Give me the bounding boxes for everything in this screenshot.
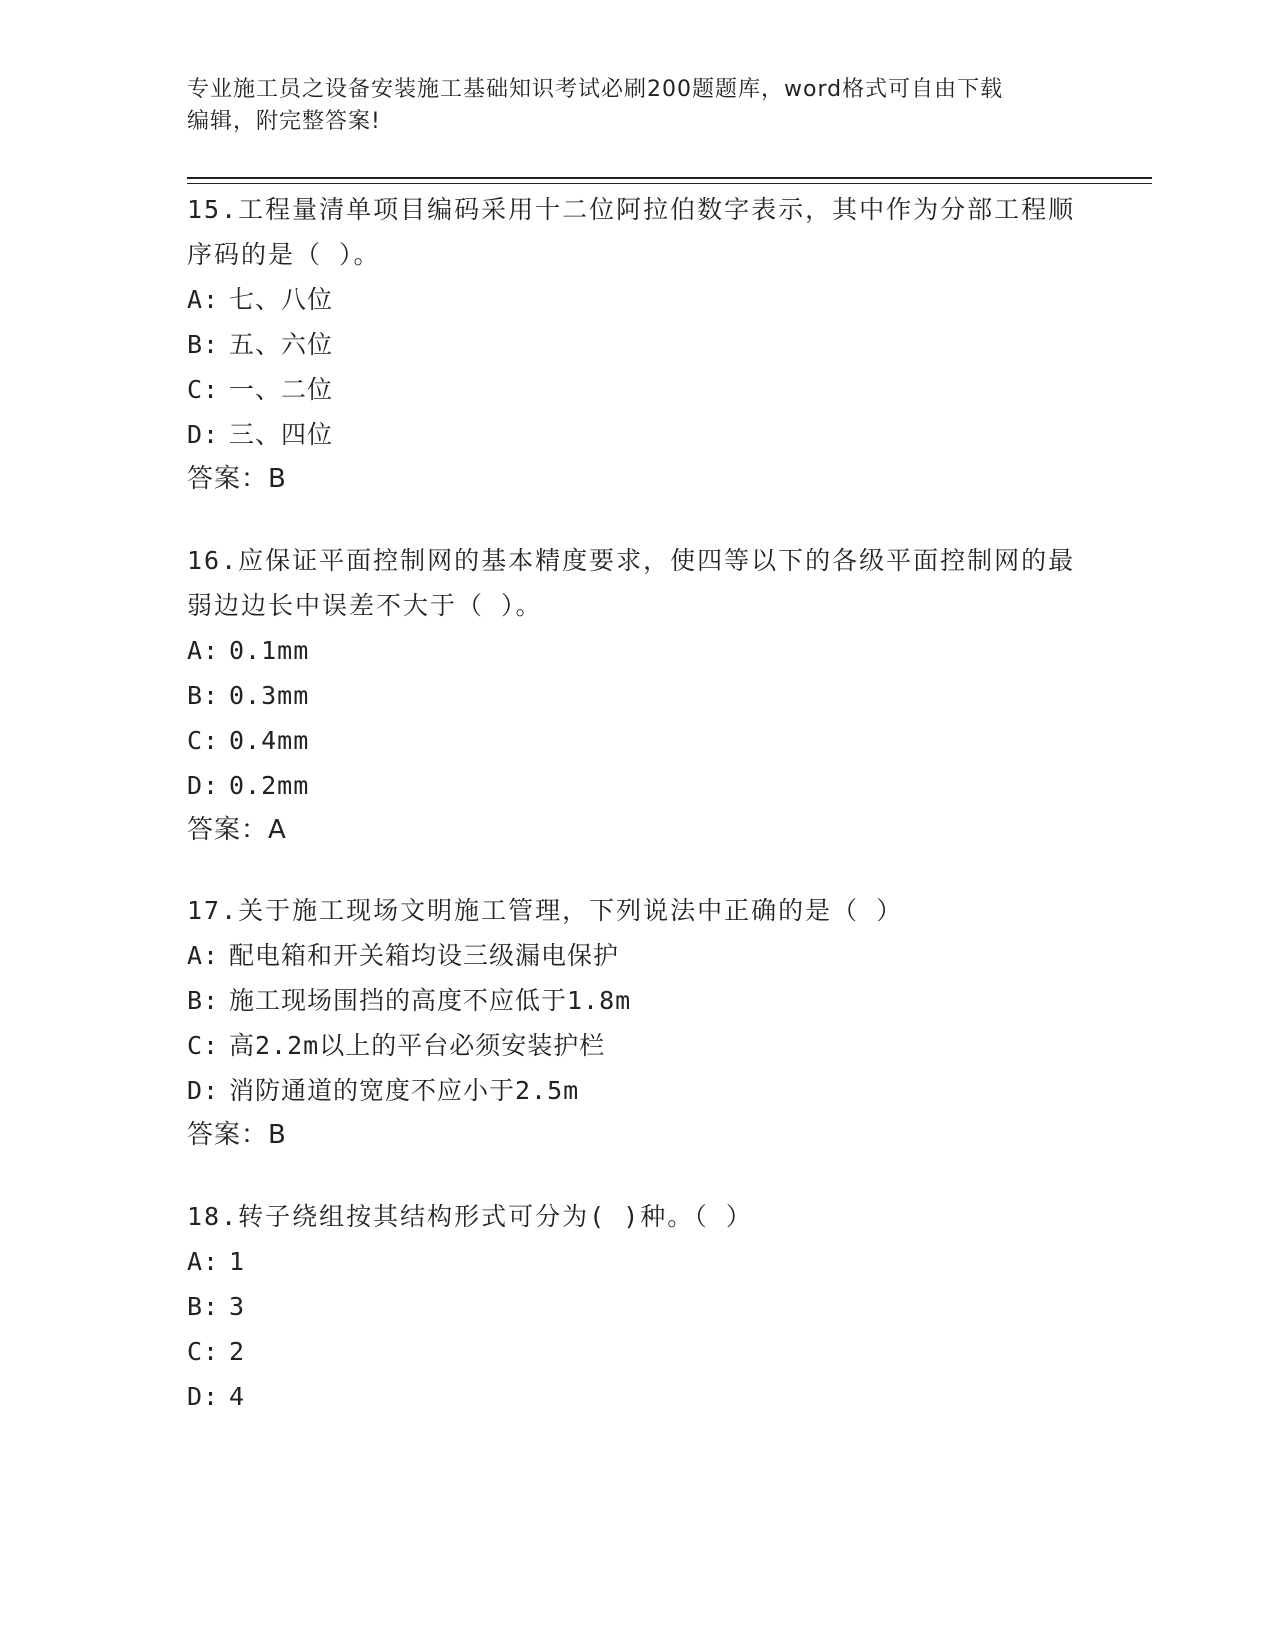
option-letter: D: (187, 771, 220, 800)
header-divider-thick (187, 177, 1152, 179)
option-text: 0.3mm (229, 681, 310, 710)
option-b (187, 673, 1087, 718)
option-text: 0.2mm (229, 771, 310, 800)
option-text: 3 (229, 1292, 246, 1321)
option-letter: D: (187, 420, 220, 449)
option-text: 4 (229, 1382, 246, 1411)
question-18 (187, 1194, 1087, 1419)
option-text: 五、六位 (229, 330, 334, 359)
option-letter: A: (187, 1247, 220, 1276)
option-text: 配电箱和开关箱均设三级漏电保护 (229, 941, 620, 970)
option-letter: B: (187, 681, 220, 710)
question-16 (187, 538, 1087, 853)
option-b (187, 322, 1087, 367)
option-letter: B: (187, 330, 220, 359)
option-letter: C: (187, 375, 220, 404)
option-a (187, 1239, 1087, 1284)
option-text: 一、二位 (229, 375, 334, 404)
question-stem: 15.工程量清单项目编码采用十二位阿拉伯数字表示，其中作为分部工程顺序码的是（ ）。 (187, 195, 1076, 269)
option-c (187, 367, 1087, 412)
question-stem: 18.转子绕组按其结构形式可分为( )种。（ ） (187, 1202, 753, 1231)
option-c (187, 1329, 1087, 1374)
option-text: 2 (229, 1337, 246, 1366)
option-letter: D: (187, 1076, 220, 1105)
question-15 (187, 187, 1087, 502)
option-text: 0.4mm (229, 726, 310, 755)
option-text: 七、八位 (229, 285, 334, 314)
answer: 答案：B (187, 464, 287, 494)
option-b (187, 1284, 1087, 1329)
option-c (187, 1023, 1087, 1068)
option-letter: A: (187, 636, 220, 665)
option-d (187, 1374, 1087, 1419)
header-line-1: 专业施工员之设备安装施工基础知识考试必刷200题题库，word格式可自由下载 (187, 77, 1004, 102)
option-letter: A: (187, 941, 220, 970)
option-text: 消防通道的宽度不应小于2.5m (229, 1076, 580, 1105)
option-letter: C: (187, 1337, 220, 1366)
answer: 答案：A (187, 815, 287, 845)
option-letter: D: (187, 1382, 220, 1411)
option-letter: C: (187, 1031, 220, 1060)
option-letter: B: (187, 1292, 220, 1321)
option-b (187, 978, 1087, 1023)
option-a (187, 628, 1087, 673)
option-text: 三、四位 (229, 420, 334, 449)
answer: 答案：B (187, 1120, 287, 1150)
option-letter: A: (187, 285, 220, 314)
option-letter: B: (187, 986, 220, 1015)
question-stem: 17.关于施工现场文明施工管理，下列说法中正确的是（ ） (187, 896, 904, 925)
header-line-2: 编辑，附完整答案! (187, 109, 381, 134)
document-header (187, 74, 1067, 138)
header-divider-thin (187, 183, 1152, 184)
option-a (187, 277, 1087, 322)
option-text: 高2.2m以上的平台必须安装护栏 (229, 1031, 606, 1060)
option-text: 0.1mm (229, 636, 310, 665)
option-text: 施工现场围挡的高度不应低于1.8m (229, 986, 632, 1015)
option-c (187, 718, 1087, 763)
question-17 (187, 888, 1087, 1158)
question-stem: 16.应保证平面控制网的基本精度要求，使四等以下的各级平面控制网的最弱边边长中误差不大于（ ）。 (187, 546, 1076, 620)
option-d (187, 412, 1087, 457)
option-letter: C: (187, 726, 220, 755)
option-a (187, 933, 1087, 978)
option-d (187, 1068, 1087, 1113)
option-text: 1 (229, 1247, 246, 1276)
option-d (187, 763, 1087, 808)
